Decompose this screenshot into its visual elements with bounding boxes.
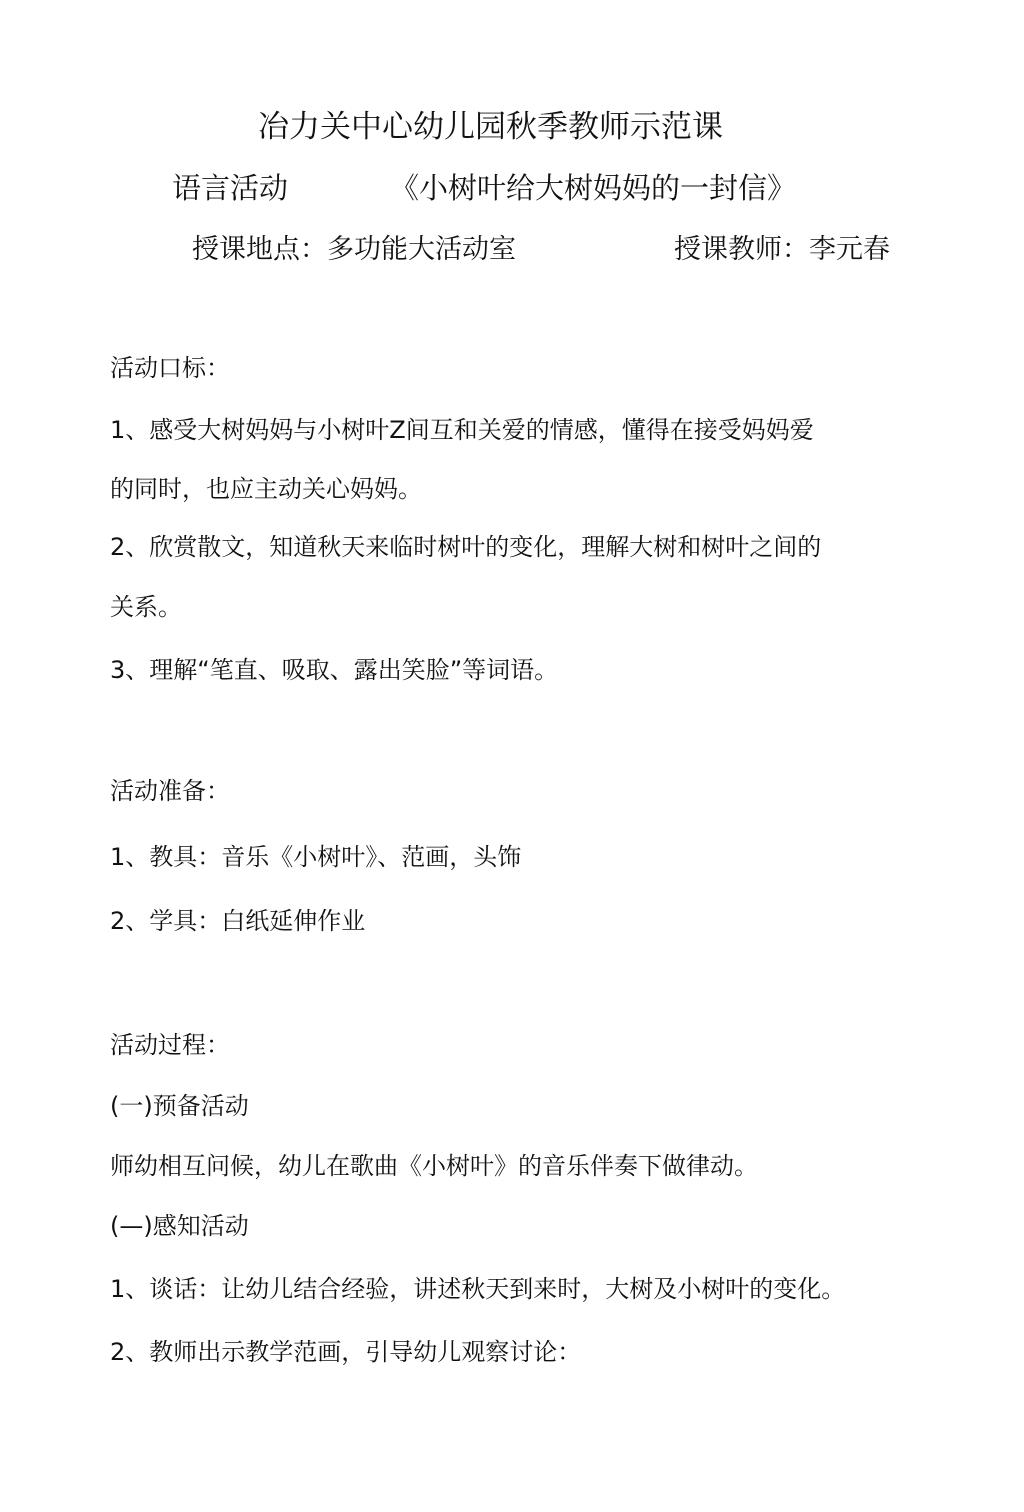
activity-name: 《小树叶给大树妈妈的一封信》 (390, 171, 797, 205)
preparation-item-2: 2、学具：白纸延伸作业 (110, 907, 366, 935)
process-section-1-title: (一)预备活动 (110, 1092, 249, 1120)
lesson-teacher: 授课教师：李元春 (674, 234, 890, 265)
preparation-heading: 活动准备： (110, 777, 230, 805)
goal-item-3: 3、理解“笔直、吸取、露出笑脸”等词语。 (110, 656, 559, 684)
document-title: 冶力关中心幼儿园秋季教师示范课 (258, 109, 723, 145)
goal-item-1-line-2: 的同时，也应主动关心妈妈。 (110, 475, 422, 503)
process-section-2-title: (—)感知活动 (110, 1212, 249, 1240)
activity-type: 语言活动 (172, 171, 289, 205)
process-item-1: 1、谈话：让幼儿结合经验，讲述秋天到来时，大树及小树叶的变化。 (110, 1275, 846, 1303)
goals-heading: 活动口标： (110, 354, 230, 382)
process-section-1-text: 师幼相互问候，幼儿在歌曲《小树叶》的音乐伴奏下做律动。 (110, 1152, 758, 1180)
goal-item-1-line-1: 1、感受大树妈妈与小树叶Z间互和关爱的情感，懂得在接受妈妈爱 (110, 416, 814, 444)
lesson-location: 授课地点：多功能大活动室 (192, 234, 516, 265)
preparation-item-1: 1、教具：音乐《小树叶》、范画，头饰 (110, 843, 522, 871)
goal-item-2-line-2: 关系。 (110, 593, 182, 621)
goal-item-2-line-1: 2、欣赏散文，知道秋天来临时树叶的变化，理解大树和树叶之间的 (110, 533, 822, 561)
process-heading: 活动过程： (110, 1031, 230, 1059)
process-item-2: 2、教师出示教学范画，引导幼儿观察讨论： (110, 1338, 582, 1366)
